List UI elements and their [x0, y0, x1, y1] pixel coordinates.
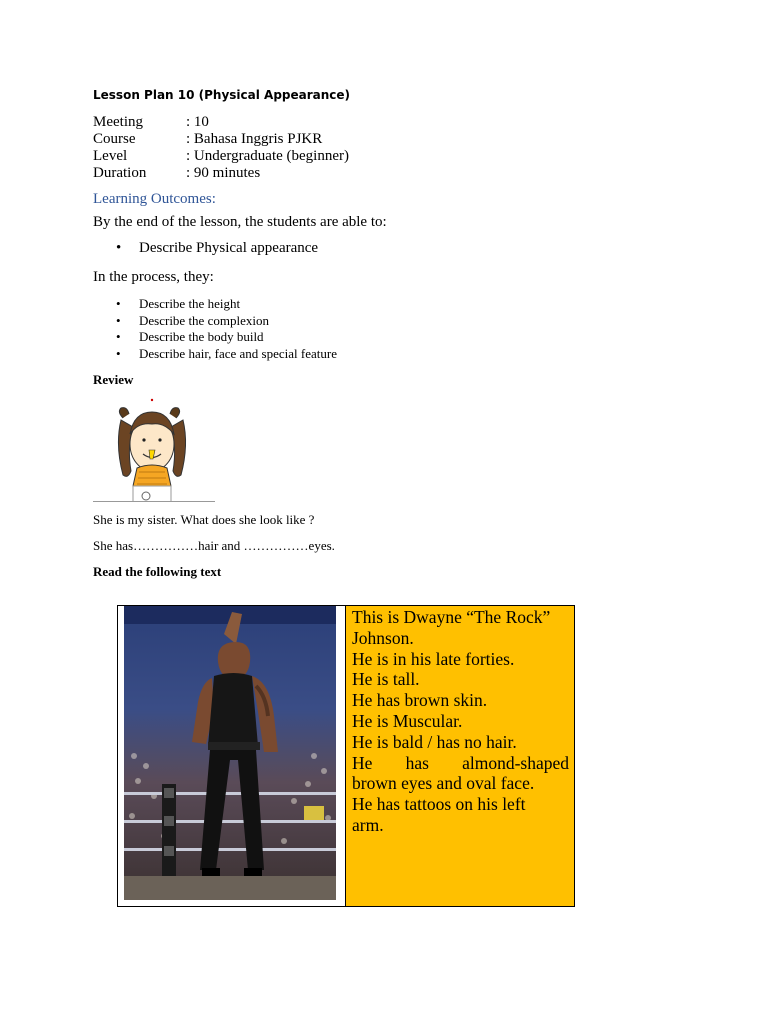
description-line: brown eyes and oval face.: [352, 773, 535, 794]
bullet-icon: •: [116, 296, 121, 311]
list-item-text: Describe the height: [139, 296, 241, 311]
description-line: He is tall.: [352, 669, 420, 690]
meta-value: : Undergraduate (beginner): [186, 148, 349, 164]
wrestler-photo: [124, 606, 336, 900]
list-item: [93, 313, 337, 330]
girl-cartoon-image: [93, 396, 215, 502]
meta-row: [93, 131, 349, 148]
bullet-icon: •: [116, 329, 121, 345]
list-item: [93, 329, 337, 346]
meta-value: : 90 minutes: [186, 165, 261, 181]
description-table: [117, 605, 575, 907]
meta-row: [93, 148, 349, 165]
description-line: arm.: [352, 814, 384, 835]
photo-cell: [118, 606, 346, 906]
list-item-text: Describe the body build: [139, 329, 264, 345]
meta-key: Meeting: [93, 114, 143, 130]
list-item-text: Describe the complexion: [139, 312, 269, 328]
description-line: Johnson.: [352, 627, 414, 648]
review-heading: Review: [93, 372, 134, 387]
meta-value: : 10: [186, 114, 209, 130]
process-list: [93, 296, 337, 362]
list-item-text: Describe hair, face and special feature: [139, 345, 337, 361]
description-cell: [346, 606, 574, 906]
goal-list: [93, 240, 318, 257]
description-line: He has almond-shaped: [352, 752, 569, 773]
list-item: [93, 240, 318, 257]
list-item: [93, 296, 337, 313]
read-heading: Read the following text: [93, 564, 222, 579]
lesson-meta: [93, 114, 349, 182]
process-intro: In the process, they:: [93, 269, 214, 285]
list-item-text: Describe Physical appearance: [139, 240, 319, 256]
meta-value: : Bahasa Inggris PJKR: [186, 131, 323, 147]
bullet-icon: •: [116, 240, 122, 256]
learning-outcomes-heading: Learning Outcomes:: [93, 191, 216, 207]
page-title: Lesson Plan 10 (Physical Appearance): [93, 88, 351, 102]
intro-text: By the end of the lesson, the students are able to:: [93, 214, 387, 230]
bullet-icon: •: [116, 345, 121, 361]
fill-in-blank-text: She has……………hair and ……………eyes.: [93, 538, 335, 553]
description-line: He has brown skin.: [352, 690, 488, 711]
meta-key: Level: [93, 148, 128, 164]
description-line: He is in his late forties.: [352, 648, 515, 669]
meta-row: [93, 165, 349, 182]
description-line: He has tattoos on his left: [352, 794, 526, 815]
description-line: He is Muscular.: [352, 710, 463, 731]
meta-row: [93, 114, 349, 131]
question-text: She is my sister. What does she look like ?: [93, 512, 315, 527]
description-line: He is bald / has no hair.: [352, 731, 517, 752]
list-item: [93, 346, 337, 363]
description-line: This is Dwayne “The Rock”: [352, 607, 551, 627]
bullet-icon: •: [116, 312, 121, 328]
meta-key: Course: [93, 131, 136, 147]
meta-key: Duration: [93, 165, 147, 181]
